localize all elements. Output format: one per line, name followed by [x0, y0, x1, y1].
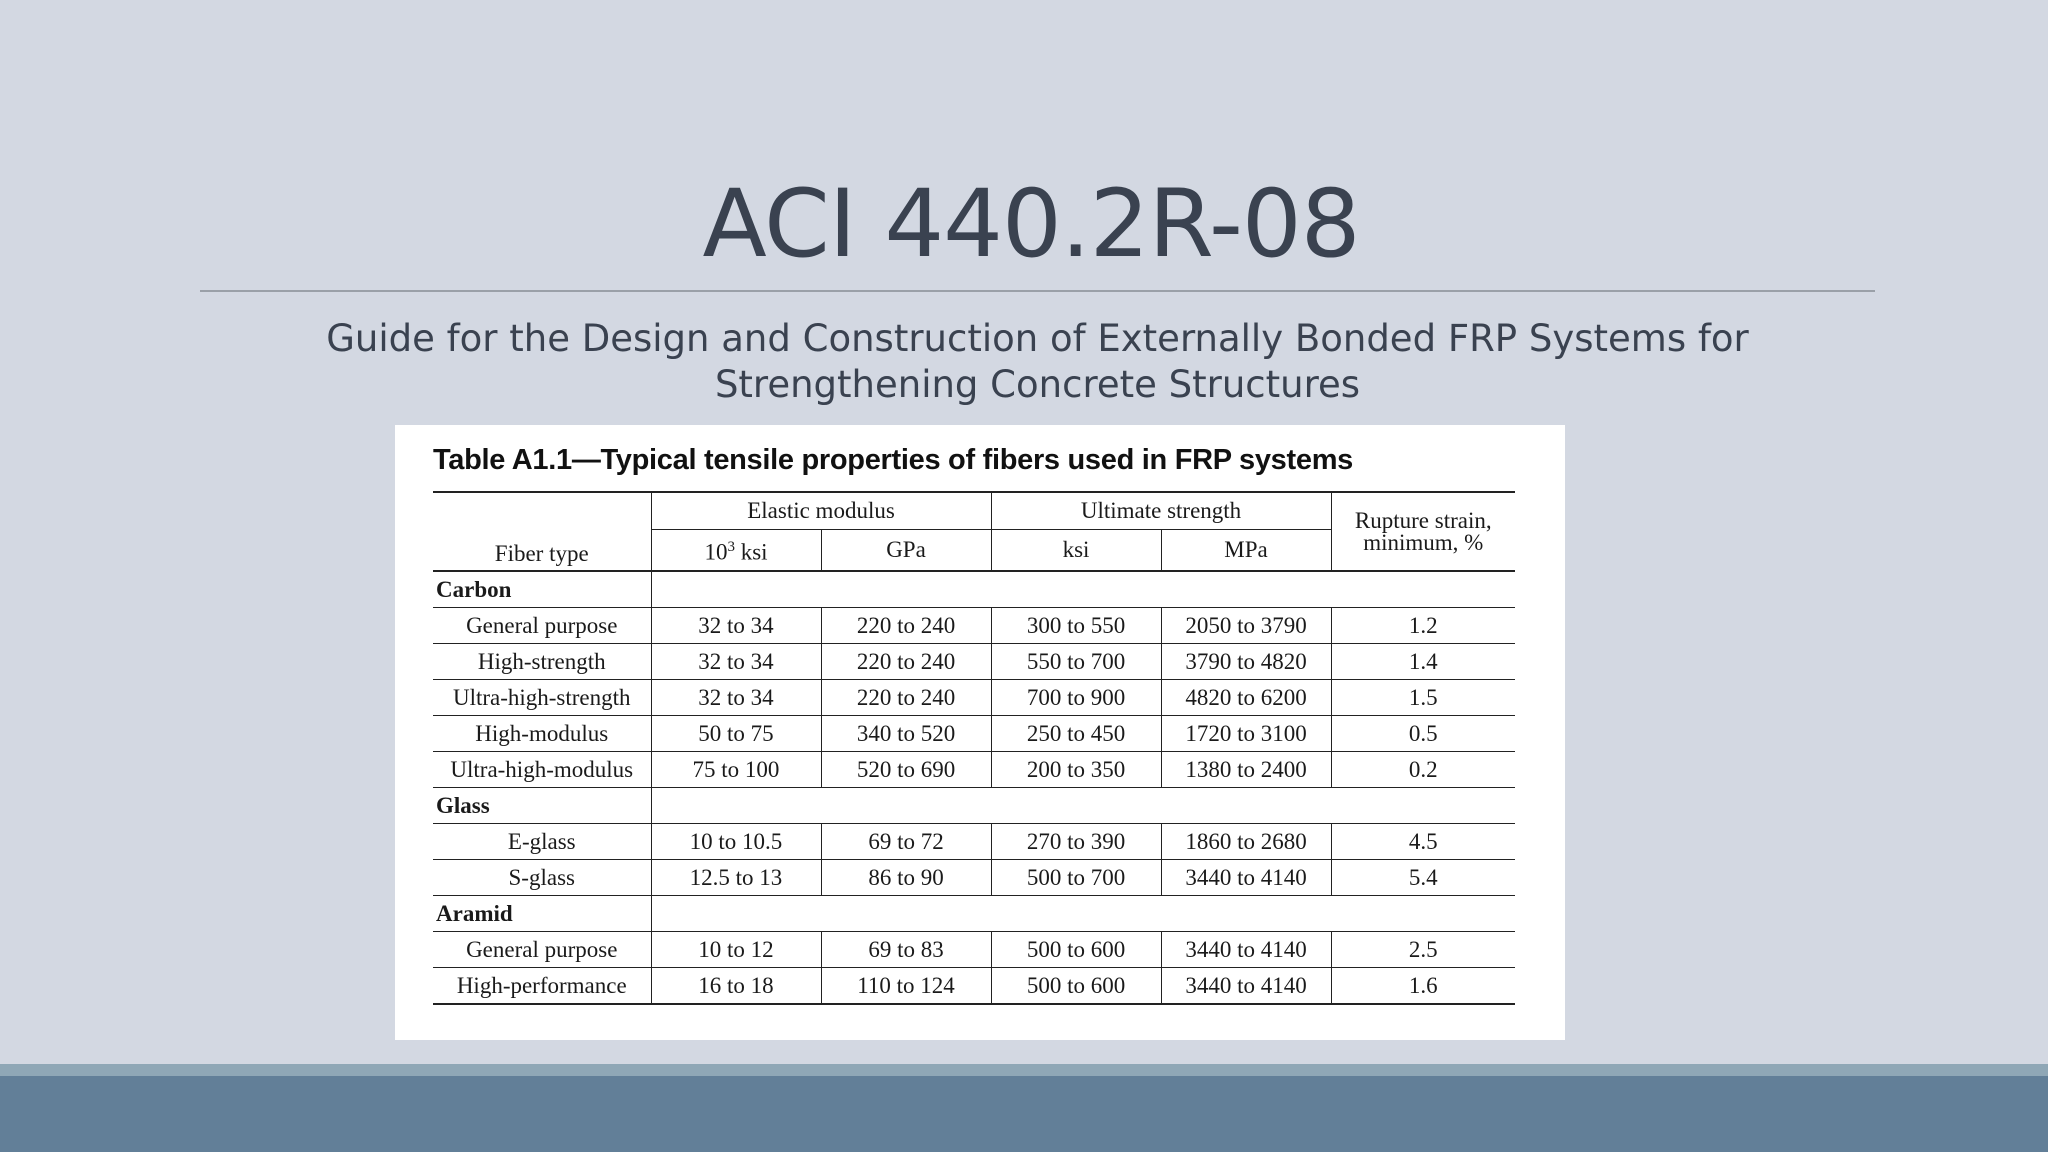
- cell-fiber-type: High-modulus: [433, 716, 651, 752]
- cell-rupture-strain: 0.5: [1331, 716, 1515, 752]
- cell-strength-mpa: 3440 to 4140: [1161, 860, 1331, 896]
- cell-strength-ksi: 700 to 900: [991, 680, 1161, 716]
- cell-rupture-strain: 2.5: [1331, 932, 1515, 968]
- slide-title: ACI 440.2R-08: [702, 170, 1360, 279]
- cell-fiber-type: S-glass: [433, 860, 651, 896]
- header-modulus-gpa: GPa: [821, 530, 991, 572]
- table-row: [433, 752, 1515, 788]
- cell-modulus-gpa: 69 to 72: [821, 824, 991, 860]
- cell-modulus-gpa: 86 to 90: [821, 860, 991, 896]
- table-row: [433, 680, 1515, 716]
- cell-fiber-type: E-glass: [433, 824, 651, 860]
- cell-strength-mpa: 1720 to 3100: [1161, 716, 1331, 752]
- cell-fiber-type: General purpose: [433, 608, 651, 644]
- cell-modulus-gpa: 110 to 124: [821, 968, 991, 1005]
- ksi-exponent: 3: [727, 539, 735, 556]
- cell-modulus-ksi: 32 to 34: [651, 680, 821, 716]
- table-row: [433, 932, 1515, 968]
- table-header-row: [433, 492, 1515, 530]
- cell-modulus-gpa: 340 to 520: [821, 716, 991, 752]
- table-row: [433, 608, 1515, 644]
- cell-strength-ksi: 500 to 700: [991, 860, 1161, 896]
- table-row: [433, 824, 1515, 860]
- cell-modulus-gpa: 220 to 240: [821, 644, 991, 680]
- cell-rupture-strain: 0.2: [1331, 752, 1515, 788]
- group-row-aramid: [433, 896, 1515, 932]
- cell-modulus-ksi: 10 to 12: [651, 932, 821, 968]
- title-divider: [200, 290, 1875, 292]
- group-row-glass: [433, 788, 1515, 824]
- cell-rupture-strain: 5.4: [1331, 860, 1515, 896]
- cell-fiber-type: General purpose: [433, 932, 651, 968]
- fiber-properties-table: [433, 491, 1515, 1005]
- cell-rupture-strain: 1.5: [1331, 680, 1515, 716]
- ksi-base: 10: [704, 539, 728, 565]
- cell-modulus-ksi: 12.5 to 13: [651, 860, 821, 896]
- table-row: [433, 860, 1515, 896]
- table-row: [433, 644, 1515, 680]
- group-label: Aramid: [433, 896, 651, 932]
- cell-strength-ksi: 200 to 350: [991, 752, 1161, 788]
- cell-strength-ksi: 550 to 700: [991, 644, 1161, 680]
- cell-fiber-type: Ultra-high-modulus: [433, 752, 651, 788]
- cell-strength-ksi: 270 to 390: [991, 824, 1161, 860]
- cell-strength-mpa: 4820 to 6200: [1161, 680, 1331, 716]
- cell-strength-mpa: 3440 to 4140: [1161, 968, 1331, 1005]
- cell-strength-mpa: 3790 to 4820: [1161, 644, 1331, 680]
- cell-modulus-gpa: 220 to 240: [821, 680, 991, 716]
- cell-strength-ksi: 300 to 550: [991, 608, 1161, 644]
- group-label: Glass: [433, 788, 651, 824]
- header-strength-ksi: ksi: [991, 530, 1161, 572]
- cell-modulus-ksi: 16 to 18: [651, 968, 821, 1005]
- table-image-panel: [395, 425, 1565, 1040]
- table-row: [433, 968, 1515, 1005]
- cell-strength-mpa: 2050 to 3790: [1161, 608, 1331, 644]
- header-ultimate-strength: Ultimate strength: [991, 492, 1331, 530]
- cell-rupture-strain: 1.2: [1331, 608, 1515, 644]
- cell-modulus-ksi: 32 to 34: [651, 608, 821, 644]
- footer-bar: [0, 1076, 2048, 1152]
- ksi-unit: ksi: [734, 539, 768, 565]
- cell-rupture-strain: 1.4: [1331, 644, 1515, 680]
- cell-fiber-type: Ultra-high-strength: [433, 680, 651, 716]
- footer-accent-bar: [0, 1064, 2048, 1076]
- cell-strength-mpa: 1860 to 2680: [1161, 824, 1331, 860]
- cell-modulus-ksi: 75 to 100: [651, 752, 821, 788]
- cell-fiber-type: High-strength: [433, 644, 651, 680]
- cell-modulus-gpa: 220 to 240: [821, 608, 991, 644]
- cell-rupture-strain: 1.6: [1331, 968, 1515, 1005]
- cell-strength-ksi: 250 to 450: [991, 716, 1161, 752]
- header-elastic-modulus: Elastic modulus: [651, 492, 991, 530]
- cell-strength-ksi: 500 to 600: [991, 932, 1161, 968]
- header-modulus-ksi: [651, 530, 821, 572]
- cell-modulus-ksi: 10 to 10.5: [651, 824, 821, 860]
- cell-modulus-gpa: 69 to 83: [821, 932, 991, 968]
- group-label: Carbon: [433, 571, 651, 608]
- cell-fiber-type: High-performance: [433, 968, 651, 1005]
- cell-rupture-strain: 4.5: [1331, 824, 1515, 860]
- table-row: [433, 716, 1515, 752]
- cell-modulus-ksi: 50 to 75: [651, 716, 821, 752]
- header-strength-mpa: MPa: [1161, 530, 1331, 572]
- cell-modulus-ksi: 32 to 34: [651, 644, 821, 680]
- header-rupture-strain: Rupture strain, minimum, %: [1331, 492, 1515, 571]
- cell-strength-ksi: 500 to 600: [991, 968, 1161, 1005]
- cell-strength-mpa: 3440 to 4140: [1161, 932, 1331, 968]
- slide-subtitle: Guide for the Design and Construction of Externally Bonded FRP Systems for Strengthening Concrete Structures: [326, 317, 1749, 406]
- cell-strength-mpa: 1380 to 2400: [1161, 752, 1331, 788]
- cell-modulus-gpa: 520 to 690: [821, 752, 991, 788]
- group-row-carbon: [433, 571, 1515, 608]
- header-fiber-type: Fiber type: [433, 492, 651, 571]
- table-caption: Table A1.1—Typical tensile properties of fibers used in FRP systems: [433, 444, 1354, 476]
